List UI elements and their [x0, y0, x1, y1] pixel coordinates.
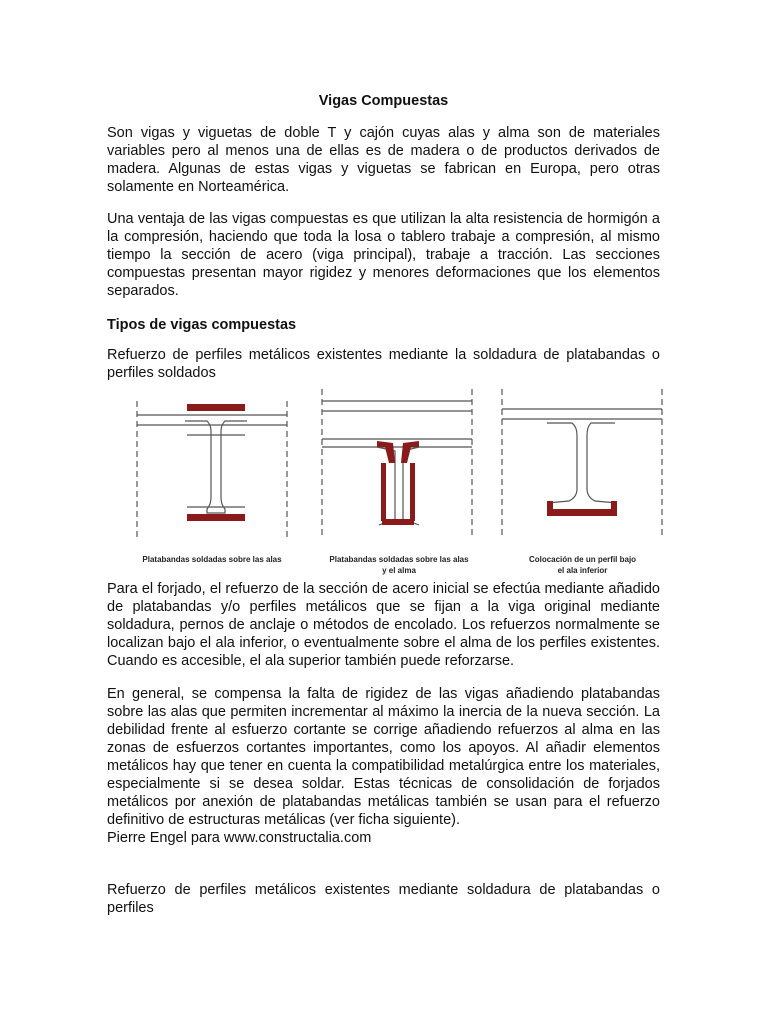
paragraph-intro: Son vigas y viguetas de doble T y cajón cuyas alas y alma son de materiales variables pero al menos una de ellas es de madera o de productos derivados de madera. Algunas de estas vigas y viguetas se fabrican en Europa, pero otras solamente en Norteamérica. [107, 125, 660, 195]
diagram-flange-web-plates [322, 389, 472, 537]
section-heading: Tipos de vigas compuestas [107, 317, 297, 333]
beam-sections-illustration [107, 379, 672, 577]
credit-line: Pierre Engel para www.constructalia.com [107, 830, 372, 846]
paragraph-forjado: Para el forjado, el refuerzo de la sección de acero inicial se efectúa mediante añadido de platabandas y/o perfiles metálicos que se fijan a la viga original mediante soldadura, pernos de anclaje o métodos de encolado. Los refuerzos normalmente se localizan bajo el ala inferior, o eventualmente sobre el alma de los perfiles existentes. Cuando es accesible, el ala superior también puede reforzarse. [107, 581, 660, 669]
caption-flange-plates: Platabandas soldadas sobre las alas [142, 555, 282, 564]
reinforcement-diagrams [107, 379, 672, 577]
paragraph-advantage: Una ventaja de las vigas compuestas es que utilizan la alta resistencia de hormigón a la compresión, haciendo que toda la losa o tablero trabaje a compresión, al mismo tiempo la sección de acero (viga principal), trabaje a tracción. Las secciones compuestas presentan mayor rigidez y menores deformaciones que los elementos separados. [107, 211, 660, 299]
paragraph-rigidez: En general, se compensa la falta de rigidez de las vigas añadiendo platabandas sobre las alas que permiten incrementar al máximo la inercia de la nueva sección. La debilidad frente al esfuerzo cortante se corrige añadiendo refuerzos al alma en las zonas de esfuerzos cortantes importantes, como los apoyos. Al añadir elementos metálicos hay que tener en cuenta la compatibilidad metalúrgica entre los materiales, especialmente si se desea soldar. Estas técnicas de consolidación de forjados metálicos por anexión de platabandas metálicas también se usan para el refuerzo definitivo de estructuras metálicas (ver ficha siguiente). [107, 686, 660, 828]
caption-flange-web-plates-line1: Platabandas soldadas sobre las alas [329, 555, 469, 564]
page-title: Vigas Compuestas [318, 93, 449, 109]
caption-profile-under-flange-line2: el ala inferior [557, 566, 608, 575]
paragraph-types: Refuerzo de perfiles metálicos existentes mediante la soldadura de platabandas o perfiles soldados [107, 347, 660, 381]
paragraph-closing: Refuerzo de perfiles metálicos existentes mediante soldadura de platabandas o perfiles [107, 882, 660, 916]
caption-flange-web-plates-line2: y el alma [382, 566, 416, 575]
caption-profile-under-flange-line1: Colocación de un perfil bajo [528, 555, 637, 564]
